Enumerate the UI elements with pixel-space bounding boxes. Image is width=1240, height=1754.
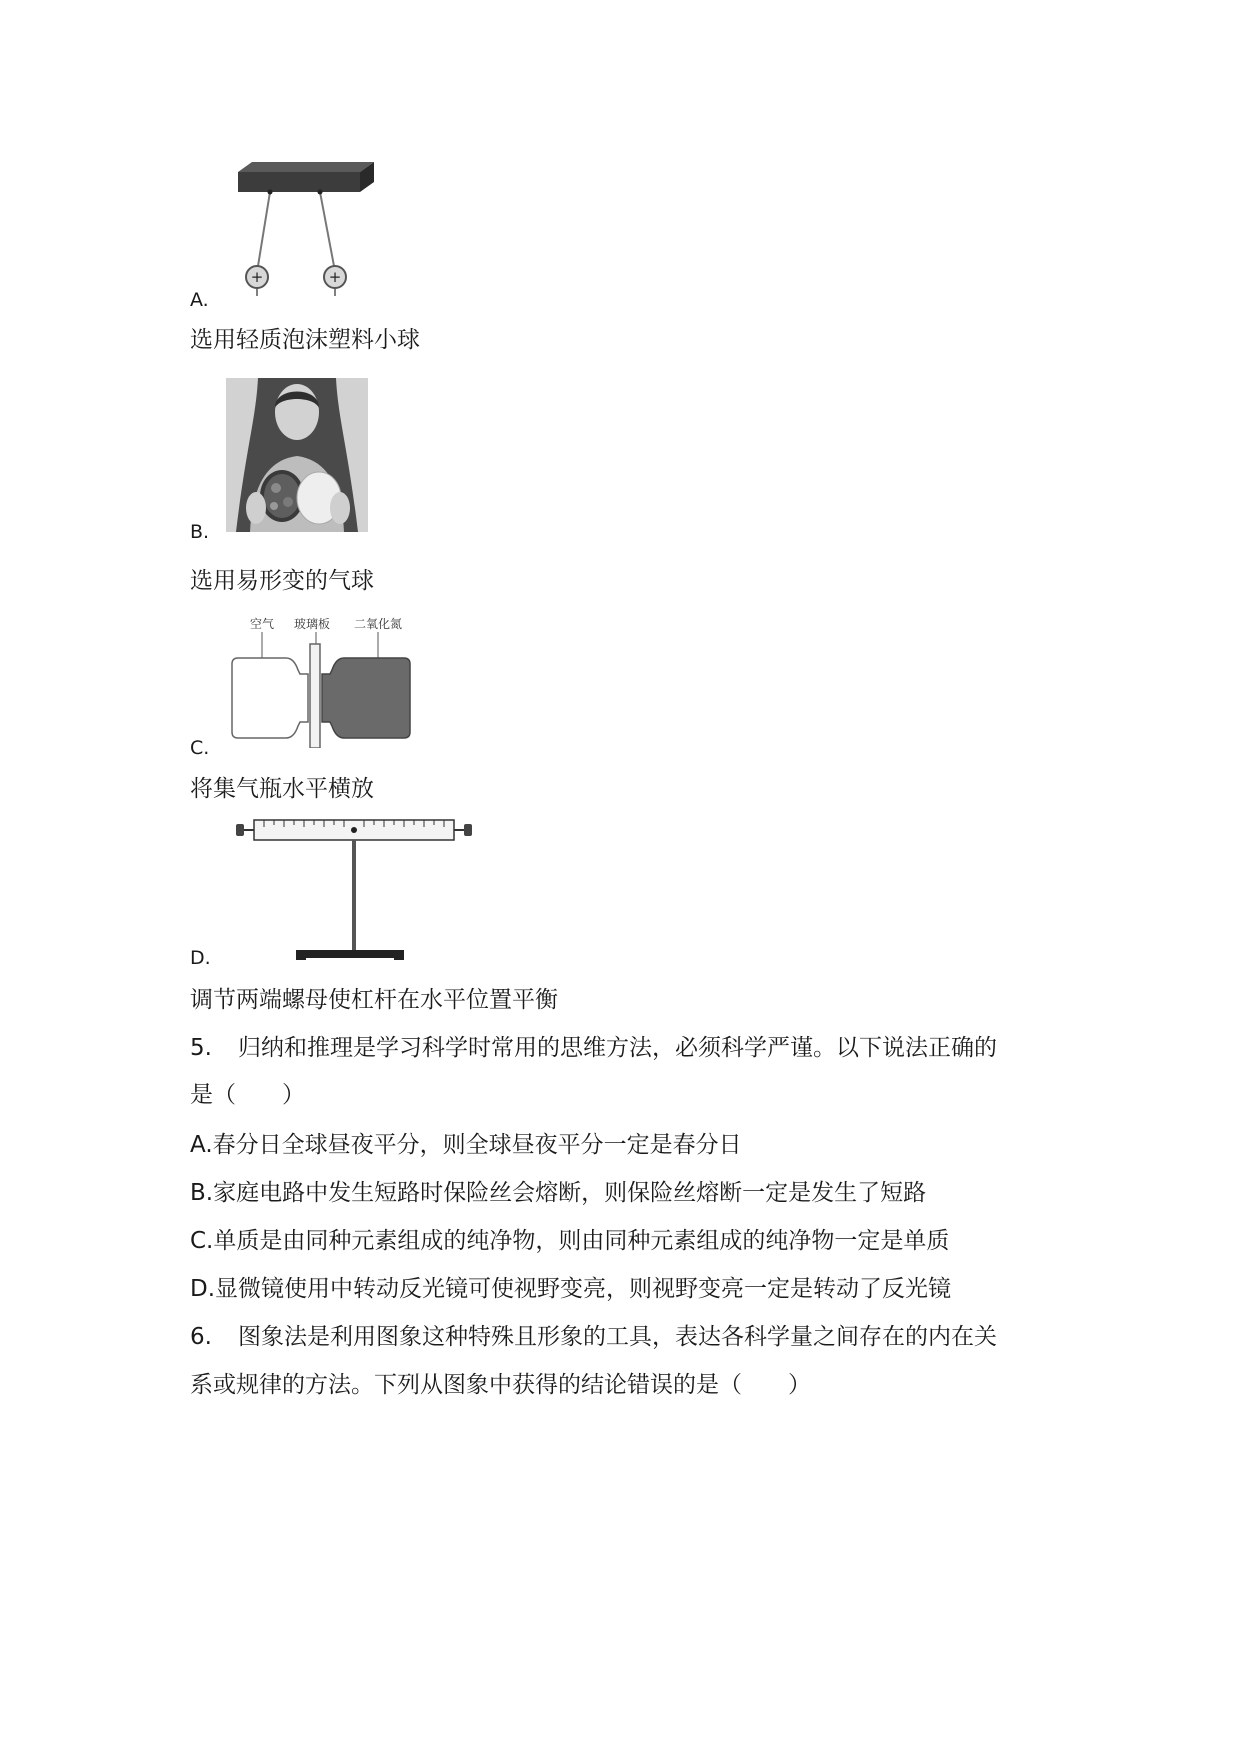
q5-option-d-letter: D. [190,1276,216,1302]
option-a-letter: A. [190,289,209,311]
svg-text:+: + [328,268,342,286]
glass-plate-label: 玻璃板 [294,617,331,631]
q5-option-a-letter: A. [190,1132,213,1158]
q6-stem-text: 图象法是利用图象这种特殊且形象的工具，表达各科学量之间存在的内在关 [237,1324,997,1350]
svg-text:+: + [250,268,264,286]
option-a-figure [230,158,380,298]
option-d-figure [236,818,472,960]
lever-on-stand-figure [236,818,472,960]
q5-option-d-text: 显微镜使用中转动反光镜可使视野变亮，则视野变亮一定是转动了反光镜 [215,1276,952,1302]
q5-option-d [190,1274,951,1304]
option-a-caption: 选用轻质泡沫塑料小球 [190,327,420,353]
option-c-letter: C. [190,737,210,759]
option-c-figure [228,612,418,748]
q6-stem-line1 [190,1322,997,1352]
option-b-figure [226,378,368,532]
q5-stem-line2: 是（ ） [190,1082,305,1108]
air-label: 空气 [250,617,275,631]
q5-option-a-text: 春分日全球昼夜平分，则全球昼夜平分一定是春分日 [212,1132,742,1158]
option-b-caption: 选用易形变的气球 [190,568,374,594]
q5-option-c-letter: C. [190,1228,214,1254]
q5-option-b-letter: B. [190,1180,214,1206]
q6-number: 6. [190,1324,212,1350]
charged-foam-balls-figure [230,158,380,298]
q5-stem-line1 [190,1033,997,1063]
option-c-caption: 将集气瓶水平横放 [190,776,374,802]
q5-option-b-text: 家庭电路中发生短路时保险丝会熔断，则保险丝熔断一定是发生了短路 [213,1180,927,1206]
q5-option-b [190,1178,926,1208]
girl-with-balloon-photo [226,378,368,532]
q5-option-c [190,1226,949,1256]
q5-number: 5. [190,1035,212,1061]
option-b-letter: B. [190,521,210,543]
q5-stem-text: 归纳和推理是学习科学时常用的思维方法，必须科学严谨。以下说法正确的 [237,1035,997,1061]
option-d-letter: D. [190,947,211,969]
no2-label: 二氧化氮 [354,617,403,631]
q5-option-a [190,1130,742,1160]
q6-stem-line2: 系或规律的方法。下列从图象中获得的结论错误的是（ ） [190,1372,811,1398]
q5-option-c-text: 单质是由同种元素组成的纯净物，则由同种元素组成的纯净物一定是单质 [213,1228,950,1254]
gas-bottles-diffusion-figure [228,612,418,748]
option-d-caption: 调节两端螺母使杠杆在水平位置平衡 [190,987,558,1013]
